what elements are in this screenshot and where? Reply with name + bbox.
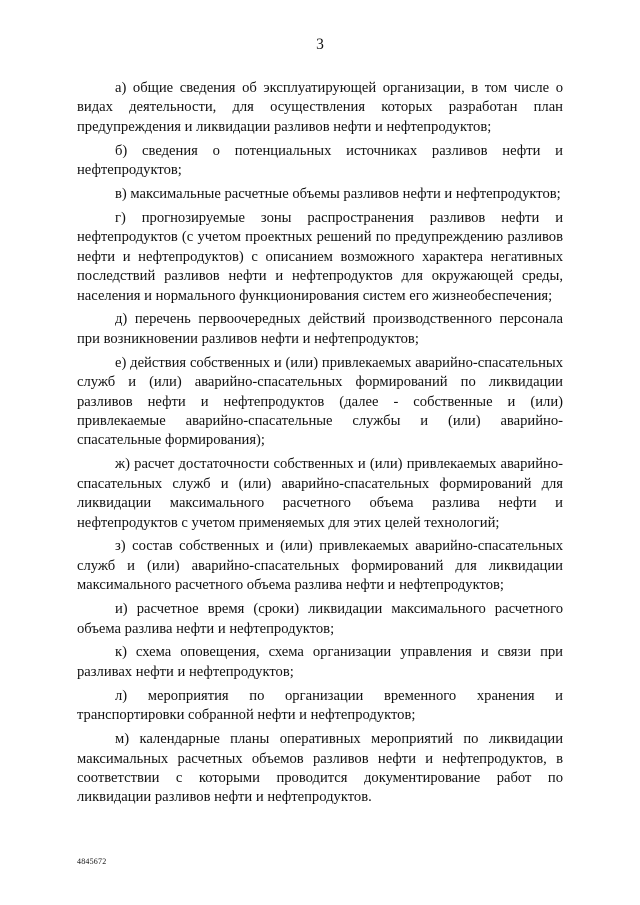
document-body — [77, 79, 563, 812]
list-item-k: к) схема оповещения, схема организации управления и связи при разливах нефти и нефтепродуктов; — [77, 644, 563, 680]
list-item-b: б) сведения о потенциальных источниках разливов нефти и нефтепродуктов; — [77, 142, 563, 179]
list-item-v: в) максимальные расчетные объемы разливов нефти и нефтепродуктов; — [115, 186, 561, 203]
list-item-zh: ж) расчет достаточности собственных и (или) привлекаемых аварийно-спасательных служб и (или) аварийно-спасательных формирований для ликвидации максимального расчетного объема разлива нефти и нефтепродуктов с учетом применяемых для этих целей технологий; — [77, 456, 563, 531]
list-item-a: а) общие сведения об эксплуатирующей организации, в том числе о видах деятельности, для осуществления которых разработан план предупреждения и ликвидации разливов нефти и нефтепродуктов; — [77, 80, 563, 135]
list-item-d: д) перечень первоочередных действий производственного персонала при возникновении разливов нефти и нефтепродуктов; — [77, 311, 563, 347]
list-item-z: з) состав собственных и (или) привлекаемых аварийно-спасательных служб и (или) аварийно-спасательных формирований для ликвидации максимального расчетного объема разлива нефти и нефтепродуктов; — [77, 538, 563, 594]
list-item-l: л) мероприятия по организации временного хранения и транспортировки собранной нефти и нефтепродуктов; — [77, 687, 563, 724]
list-item-g: г) прогнозируемые зоны распространения разливов нефти и нефтепродуктов (с учетом проектных решений по предупреждению разливов нефти и нефтепродуктов) с описанием возможного характера негативных последствий разливов нефти и нефтепродуктов для окружающей среды, населения и нормального функционирования систем его жизнеобеспечения; — [77, 209, 563, 304]
document-id: 4845672 — [77, 857, 107, 866]
page-number: 3 — [316, 36, 324, 53]
list-item-m: м) календарные планы оперативных мероприятий по ликвидации максимальных расчетных объемов разливов нефти и нефтепродуктов, в соответствии с которыми проводится документирование работ по ликвидации разливов нефти и нефтепродуктов. — [77, 731, 563, 806]
list-item-e: е) действия собственных и (или) привлекаемых аварийно-спасательных служб и (или) аварийно-спасательных формирований по ликвидации разливов нефти и нефтепродуктов (далее - собственные и (или) привлекаемые аварийно-спасательные службы и (или) аварийно-спасательные формирования); — [77, 354, 563, 449]
list-item-i: и) расчетное время (сроки) ликвидации максимального расчетного объема разлива нефти и нефтепродуктов; — [77, 601, 563, 637]
